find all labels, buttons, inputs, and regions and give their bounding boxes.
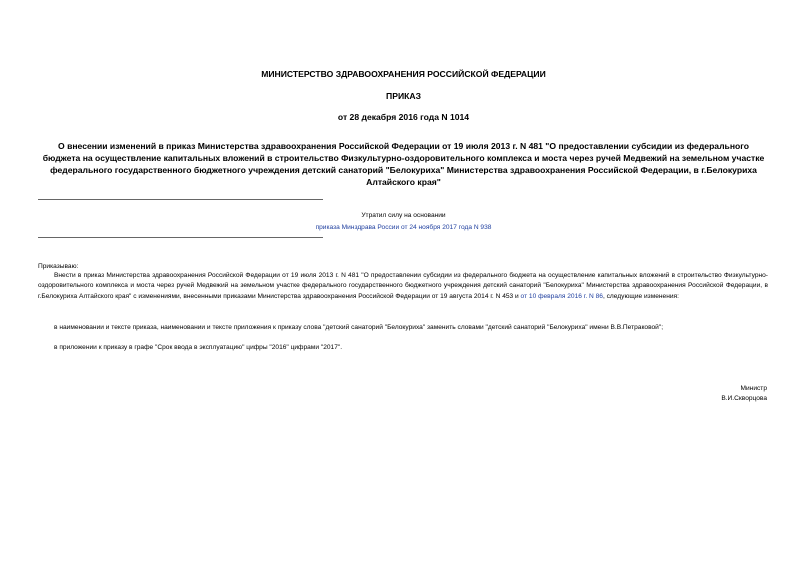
signature-role: Министр <box>740 385 767 392</box>
intro-text: Внести в приказ Министерства здравоохранения Российской Федерации от 19 июля 2013 г. N 481 "О предоставлении субсидии из федерального бюджета на осуществление капитальных вложений в строительство Физкультурно-оздоровительного комплекса и моста через ручей Медвежий на земельном участке федерального государственного бюджетного учреждения детский санаторий "Белокуриха" Министерства здравоохранения Российской Федерации, в г.Белокуриха Алтайского края" с изменениями, внесенными приказами Министерства здравоохранения Российской Федерации от 19 августа 2014 г. N 453 и <box>38 272 768 300</box>
order-word: Приказываю: <box>38 263 79 270</box>
order-date: от 28 декабря 2016 года N 1014 <box>337 112 470 122</box>
intro-tail: , следующие изменения: <box>602 292 679 300</box>
lost-force-link[interactable]: приказа Минздрава России от 24 ноября 2017 года N 938 <box>315 224 492 231</box>
divider-bottom <box>38 237 323 238</box>
lost-force-label: Утратил силу на основании <box>361 212 446 219</box>
divider-top <box>38 199 323 200</box>
order-title: О внесении изменений в приказ Министерства здравоохранения Российской Федерации от 19 июля 2013 г. N 481 "О предоставлении субсидии из федерального бюджета на осуществление капитальных вложений в строительство Физкультурно-оздоровительного комплекса и моста через ручей Медвежий на земельном участке федерального государственного бюджетного учреждения детский санаторий "Белокуриха" Министерства здравоохранения Российской Федерации, в г.Белокуриха Алтайского края" <box>42 141 765 187</box>
document-type: ПРИКАЗ <box>386 91 421 101</box>
amendment-link[interactable]: от 10 февраля 2016 г. N 86 <box>520 292 603 300</box>
change-item-1: в наименовании и тексте приказа, наименовании и тексте приложения к приказу слова "детский санаторий "Белокуриха" заменить словами "детский санаторий "Белокуриха" имени В.В.Петраковой"; <box>54 324 664 331</box>
change-item-2: в приложении к приказу в графе "Срок ввода в эксплуатацию" цифры "2016" цифрами "2017". <box>54 344 343 351</box>
intro-paragraph <box>38 271 768 302</box>
signature-name: В.И.Скворцова <box>721 395 767 402</box>
ministry-name: МИНИСТЕРСТВО ЗДРАВООХРАНЕНИЯ РОССИЙСКОЙ ФЕДЕРАЦИИ <box>261 69 546 79</box>
